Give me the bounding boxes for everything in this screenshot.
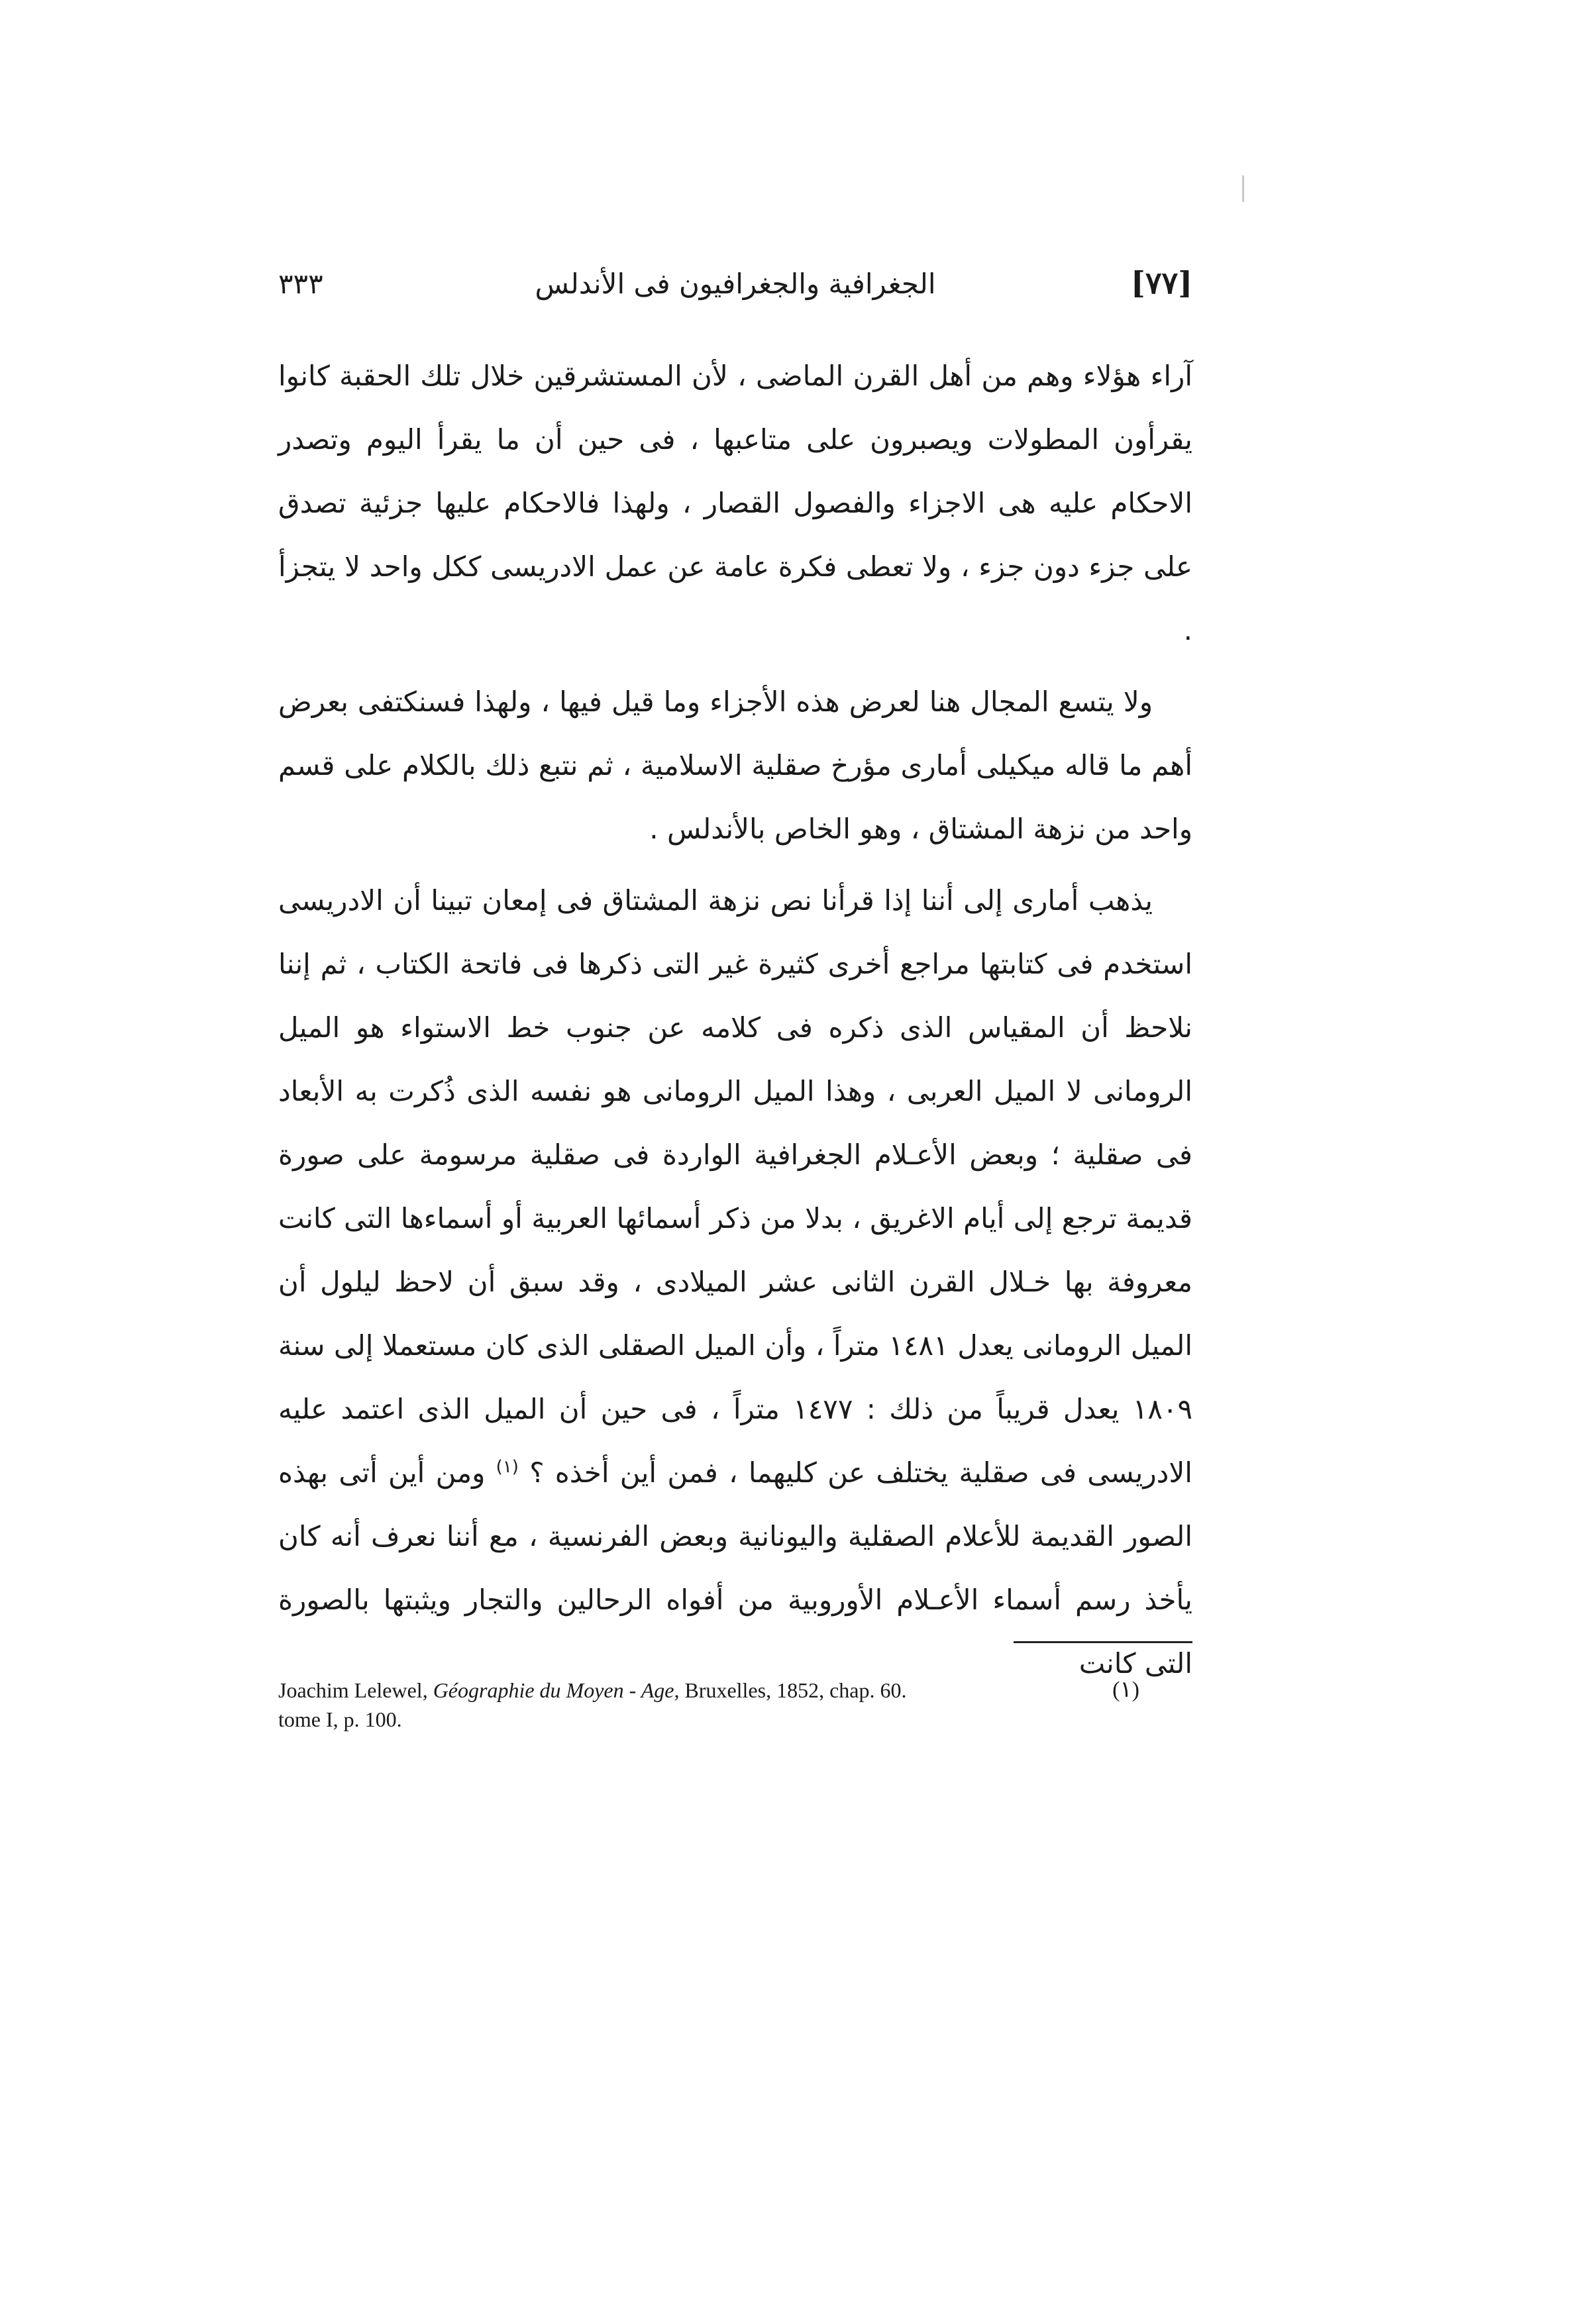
page-number: ٣٣٣ bbox=[278, 268, 323, 300]
footnote-reference: (١) bbox=[496, 1457, 519, 1477]
footnote-details: Bruxelles, 1852, chap. 60. bbox=[684, 1678, 907, 1702]
paragraph-3-text: يذهب أمارى إلى أننا إذا قرأنا نص نزهة المشتاق فى إمعان تبينا أن الادريسى استخدم فى كتابتها مراجع أخرى كثيرة غير التى ذكرها فى فاتحة الكتاب ، ثم إننا نلاحظ أن المقياس الذى ذكره فى كلامه عن جنوب خط الاستواء هو الميل الرومانى لا الميل العربى ، وهذا الميل الرومانى هو نفسه الذى ذُكرت به الأبعاد فى صقلية ؛ وبعض الأعـلام الجغرافية الواردة فى صقلية مرسومة على صورة قديمة ترجع إلى أيام الاغريق ، بدلا من ذكر أسمائها العربية أو أسماءها التى كانت معروفة بها خـلال القرن الثانى عشر الميلادى ، وقد سبق أن لاحظ ليلول أن الميل الرومانى يعدل ١٤٨١ متراً ، وأن الميل الصقلى الذى كان مستعملا إلى سنة ١٨٠٩ يعدل قريباً من ذلك : ١٤٧٧ متراً ، فى حين أن الميل الذى اعتمد عليه الادريسى فى صقلية يختلف عن كليهما ، فمن أين أخذه ؟ bbox=[278, 884, 1193, 1489]
paragraph-3-continuation: ومن أين أتى بهذه الصور القديمة للأعلام الصقلية واليونانية وبعض الفرنسية ، مع أننا نعرف أنه كان يأخذ رسم أسماء الأعـلام الأوروبية من أفواه الرحالين والتجار ويثبتها بالصورة التى كانت bbox=[278, 1456, 1192, 1680]
footnote-number: (١) bbox=[1112, 1678, 1139, 1702]
paragraph-1: آراء هؤلاء وهم من أهل القرن الماضى ، لأن المستشرقين خلال تلك الحقبة كانوا يقرأون المطولات ويصبرون على متاعبها ، فى حين أن ما يقرأ اليوم وتصدر الاحكام عليه هى الاجزاء والفصول القصار ، ولهذا فالاحكام عليها جزئية تصدق على جزء دون جزء ، ولا تعطى فكرة عامة عن عمل الادريسى ككل واحد لا يتجزأ . bbox=[278, 360, 1192, 646]
footnote bbox=[278, 1676, 1192, 1734]
page-header bbox=[278, 265, 1192, 318]
paragraph-3 bbox=[278, 869, 1192, 1695]
footnote-title: Géographie du Moyen - Age, bbox=[433, 1678, 680, 1702]
footnote-author: Joachim Lelewel, bbox=[278, 1678, 428, 1702]
footnote-line-2: tome I, p. 100. bbox=[278, 1707, 402, 1731]
footnote-separator bbox=[1014, 1641, 1192, 1643]
body-text bbox=[278, 344, 1192, 1703]
scan-edge-mark bbox=[1242, 176, 1244, 202]
section-number: [٧٧] bbox=[1131, 265, 1192, 301]
footnote-line-1 bbox=[278, 1676, 1192, 1705]
running-title: الجغرافية والجغرافيون فى الأندلس bbox=[535, 268, 936, 300]
paragraph-2: ولا يتسع المجال هنا لعرض هذه الأجزاء وما قيل فيها ، ولهذا فسنكتفى بعرض أهم ما قاله ميكيلى أمارى مؤرخ صقلية الاسلامية ، ثم نتبع ذلك بالكلام على قسم واحد من نزهة المشتاق ، وهو الخاص بالأندلس . bbox=[278, 685, 1192, 845]
